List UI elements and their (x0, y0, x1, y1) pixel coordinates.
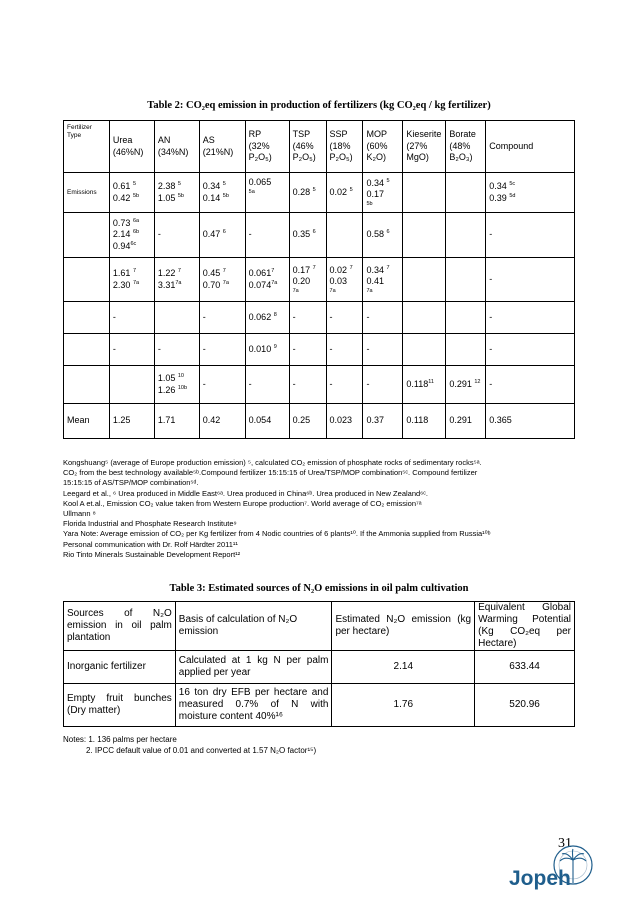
table-header-row (64, 602, 575, 651)
mean-as: 0.42 (199, 404, 245, 439)
estimate-cell: 1.76 (332, 684, 475, 727)
cell: 0.47 $^6$ (199, 213, 245, 258)
cell (64, 213, 110, 258)
cell: 0.02 $^7$ 0.03 7a (326, 258, 363, 302)
tsp-header: TSP (46% P₂O₅) (289, 121, 326, 173)
cell (403, 213, 446, 258)
source-cell: Inorganic fertilizer (64, 651, 176, 684)
cell: 0.118$^{11}$ (403, 366, 446, 404)
cell: - (199, 366, 245, 404)
rp-header: RP (32% P₂O₅) (245, 121, 289, 173)
note-line: Yara Note: Average emission of CO₂ per Kg fertilizer from 4 Nodic countries of 6 plants¹⁰. If the Ammonia supplied from Russia¹⁰ᵇ (63, 529, 491, 539)
cell (446, 302, 486, 334)
cell: 0.02 $^5$ (326, 173, 363, 213)
page-number: 31 (558, 836, 572, 851)
logo-text: Jopeh (509, 867, 571, 890)
mean-ssp: 0.023 (326, 404, 363, 439)
cell: 0.061$^7$ $0.074^{7a}$ (245, 258, 289, 302)
gwp-cell: 633.44 (475, 651, 575, 684)
note-line: Kongshuang⁵ (average of Europe production emission) ⁵, calculated CO₂ emission of phosphate rocks of sedimentary rocks⁵ᵃ. (63, 458, 482, 467)
cell: 1.61 $^7$ 2.30 $^{7a}$ (109, 258, 154, 302)
table3-notes (63, 735, 316, 756)
cell: 0.291 $^{12}$ (446, 366, 486, 404)
mean-rp: 0.054 (245, 404, 289, 439)
table2 (63, 120, 575, 439)
cell: 0.062 $^8$ (245, 302, 289, 334)
table-header-row (64, 121, 575, 173)
cell (403, 302, 446, 334)
cell: 0.34 $^5$ 0.17 5b (363, 173, 403, 213)
cell: - (363, 302, 403, 334)
mean-compound: 0.365 (486, 404, 575, 439)
table-row (64, 334, 575, 366)
cell: - (363, 334, 403, 366)
mean-mop: 0.37 (363, 404, 403, 439)
basis-cell: 16 ton dry EFB per hectare and measured 0.7% of N with moisture content 40%¹⁶ (175, 684, 332, 727)
cell: - (486, 366, 575, 404)
cell: - (289, 366, 326, 404)
note-line: Leegard et al., ⁶ Urea produced in Middle East⁶ᵃ. Urea produced in China⁶ᵇ. Urea produced in New Zealand⁶ᶜ. (63, 488, 428, 498)
gwp-header: Equivalent Global Warming Potential (Kg CO₂eq per Hectare) (475, 602, 575, 651)
cell (446, 213, 486, 258)
basis-cell: Calculated at 1 kg N per palm applied per year (175, 651, 332, 684)
note-line: Personal communication with Dr. Rolf Härdter 2011¹¹ (63, 539, 238, 549)
cell (109, 366, 154, 404)
urea-header: Urea (46%N) (109, 121, 154, 173)
cell: - (486, 213, 575, 258)
cell: - (486, 334, 575, 366)
note-line: 2. IPCC default value of 0.01 and converted at 1.57 N₂O factor¹⁵) (86, 745, 317, 755)
emissions-label: Emissions (64, 173, 110, 213)
cell (446, 258, 486, 302)
estimated-header: Estimated N₂O emission (kg per hectare) (332, 602, 475, 651)
table-row (64, 173, 575, 213)
note-line: Ullmann ⁸ (63, 509, 96, 519)
borate-header: Borate (48% B₂O₃) (446, 121, 486, 173)
mean-borate: 0.291 (446, 404, 486, 439)
cell (326, 213, 363, 258)
cell: 0.065 5a (245, 173, 289, 213)
cell (64, 366, 110, 404)
cell: - (109, 334, 154, 366)
mean-kieserite: 0.118 (403, 404, 446, 439)
kieserite-header: Kieserite (27% MgO) (403, 121, 446, 173)
ssp-header: SSP (18% P₂O₅) (326, 121, 363, 173)
table3 (63, 601, 575, 727)
cell: 0.34 $^{5c}$ 0.39 $^{5d}$ (486, 173, 575, 213)
table-row (64, 302, 575, 334)
cell: 0.34 $^7$ 0.41 7a (363, 258, 403, 302)
source-cell: Empty fruit bunches (Dry matter) (64, 684, 176, 727)
table-row (64, 258, 575, 302)
table-row (64, 684, 575, 727)
cell: 0.28 $^5$ (289, 173, 326, 213)
cell: 2.38 $^5$ 1.05 $^{5b}$ (154, 173, 199, 213)
mop-header: MOP (60% K₂O) (363, 121, 403, 173)
mean-tsp: 0.25 (289, 404, 326, 439)
table-row (64, 651, 575, 684)
table2-notes (63, 458, 575, 560)
cell (154, 302, 199, 334)
cell: 1.05 $^{10}$ 1.26 $^{10b}$ (154, 366, 199, 404)
table-row (64, 213, 575, 258)
cell (403, 173, 446, 213)
cell: - (289, 302, 326, 334)
cell: 0.61 $^5$ 0.42 $^{5b}$ (109, 173, 154, 213)
cell (403, 334, 446, 366)
table3-caption: Table 3: Estimated sources of N₂O emissions in oil palm cultivation (169, 583, 469, 594)
table2-caption: Table 2: CO₂eq emission in production of fertilizers (kg CO₂eq / kg fertilizer) (147, 100, 491, 111)
gwp-cell: 520.96 (475, 684, 575, 727)
cell: 0.45 $^7$ 0.70 $^{7a}$ (199, 258, 245, 302)
cell: 0.58 $^6$ (363, 213, 403, 258)
note-line: Notes: 1. 136 palms per hectare (63, 735, 177, 744)
cell: 0.17 $^7$ 0.20 7a (289, 258, 326, 302)
mean-an: 1.71 (154, 404, 199, 439)
estimate-cell: 2.14 (332, 651, 475, 684)
cell: - (199, 302, 245, 334)
cell: - (154, 334, 199, 366)
cell: 0.34 $^5$ 0.14 $^{5b}$ (199, 173, 245, 213)
cell (446, 173, 486, 213)
cell: 1.22 $^7$ $3.31^{7a}$ (154, 258, 199, 302)
cell (64, 302, 110, 334)
as-header: AS (21%N) (199, 121, 245, 173)
cell: 0.010 $^9$ (245, 334, 289, 366)
table-row (64, 366, 575, 404)
note-line: CO₂ from the best technology available⁵ᵇ.Compound fertilizer 15:15:15 of Urea/TSP/MOP combination⁵ᶜ. Compound fertilizer (63, 468, 478, 478)
cell: - (289, 334, 326, 366)
cell (64, 334, 110, 366)
cell: - (363, 366, 403, 404)
cell: 0.35 $^6$ (289, 213, 326, 258)
cell (64, 258, 110, 302)
cell: - (486, 258, 575, 302)
cell: - (199, 334, 245, 366)
jopeh-logo-icon (507, 843, 603, 893)
compound-header: Compound (486, 121, 575, 173)
mean-label: Mean (64, 404, 110, 439)
fertilizer-type-header: Fertilizer Type (64, 121, 110, 173)
cell: - (245, 366, 289, 404)
cell: - (109, 302, 154, 334)
cell: - (245, 213, 289, 258)
cell: - (154, 213, 199, 258)
mean-row (64, 404, 575, 439)
note-line: Florida Industrial and Phosphate Research Institute⁹ (63, 519, 237, 529)
note-line: 15:15:15 of AS/TSP/MOP combination⁵ᵈ. (63, 478, 199, 488)
mean-urea: 1.25 (109, 404, 154, 439)
cell: - (326, 302, 363, 334)
cell: - (486, 302, 575, 334)
note-line: Kool A et.al., Emission CO₂ value taken from Western Europe production⁷. World average of CO₂ emission⁷ᵃ (63, 498, 422, 508)
cell: - (326, 334, 363, 366)
note-line: Rio Tinto Minerals Sustainable Development Report¹² (63, 549, 241, 559)
sources-header: Sources of N₂O emission in oil palm plantation (64, 602, 176, 651)
basis-header: Basis of calculation of N₂O emission (175, 602, 332, 651)
cell: - (326, 366, 363, 404)
an-header: AN (34%N) (154, 121, 199, 173)
cell (446, 334, 486, 366)
cell (403, 258, 446, 302)
cell: 0.73 $^{6a}$ 2.14 $^{6b}$ $0.94^{6c}$ (109, 213, 154, 258)
